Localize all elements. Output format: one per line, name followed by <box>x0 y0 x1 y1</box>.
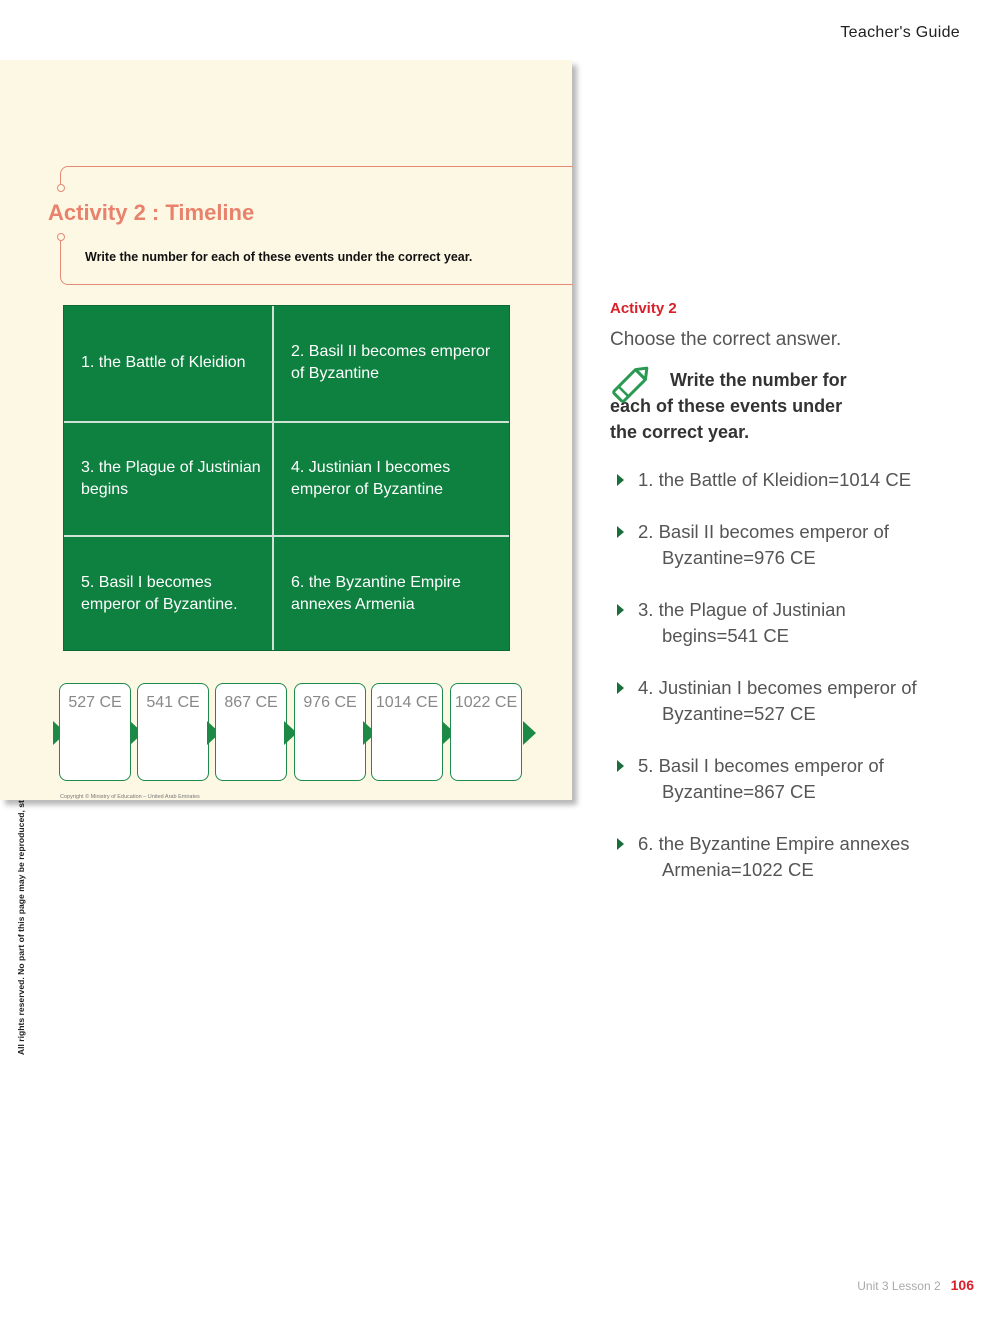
year-label: 976 CE <box>303 694 357 711</box>
year-label: 1014 CE <box>375 694 439 711</box>
header-title: Teacher's Guide <box>840 24 960 41</box>
page-number: 106 <box>950 1277 974 1293</box>
year-label: 541 CE <box>146 694 200 711</box>
answer-text: 6. the Byzantine Empire annexes <box>638 833 910 854</box>
event-cell: 6. the Byzantine Empire annexes Armenia <box>272 535 509 650</box>
triangle-bullet-icon <box>617 838 624 850</box>
year-label: 527 CE <box>68 694 122 711</box>
activity-instruction: Write the number for each of these events under the correct year. <box>85 250 473 264</box>
event-cell: 1. the Battle of Kleidion <box>81 354 246 372</box>
answer-item <box>610 831 960 883</box>
triangle-bullet-icon <box>617 526 624 538</box>
answer-text-continued: Byzantine=527 CE <box>662 703 816 724</box>
guide-instruction <box>610 367 960 445</box>
answer-text: 3. the Plague of Justinian <box>638 599 846 620</box>
answer-list <box>610 467 960 883</box>
answer-item <box>610 467 960 493</box>
triangle-bullet-icon <box>617 682 624 694</box>
guide-instruction-line: the correct year. <box>610 422 750 442</box>
answer-item <box>610 675 960 727</box>
answer-text: 2. Basil II becomes emperor of <box>638 521 889 542</box>
events-grid <box>64 306 509 650</box>
event-cell: 2. Basil II becomes emperor of Byzantine <box>272 306 509 421</box>
year-label: 867 CE <box>224 694 278 711</box>
year-box <box>371 683 443 781</box>
year-box <box>59 683 131 781</box>
triangle-bullet-icon <box>617 760 624 772</box>
chevron-right-icon <box>523 721 536 745</box>
answer-text: 1. the Battle of Kleidion=1014 CE <box>638 469 912 490</box>
decorative-dot <box>57 233 65 241</box>
pencil-icon <box>610 361 654 405</box>
answer-text-continued: Armenia=1022 CE <box>662 859 814 880</box>
year-box <box>215 683 287 781</box>
guide-section <box>610 300 960 909</box>
book-page-excerpt <box>0 60 572 800</box>
year-box <box>450 683 522 781</box>
answer-text: 4. Justinian I becomes emperor of <box>638 677 917 698</box>
guide-subheading: Choose the correct answer. <box>610 329 842 350</box>
answer-item <box>610 519 960 571</box>
triangle-bullet-icon <box>617 604 624 616</box>
year-box <box>294 683 366 781</box>
year-label: 1022 CE <box>454 694 518 711</box>
answer-text-continued: Byzantine=867 CE <box>662 781 816 802</box>
answer-text-continued: Byzantine=976 CE <box>662 547 816 568</box>
footer-lesson: Unit 3 Lesson 2 <box>857 1279 941 1293</box>
guide-instruction-line: Write the number for <box>670 370 847 390</box>
answer-text: 5. Basil I becomes emperor of <box>638 755 884 776</box>
year-box <box>137 683 209 781</box>
event-cell: 5. Basil I becomes emperor of Byzantine. <box>64 535 272 650</box>
copyright-note: Copyright © Ministry of Education – United Arab Emirates <box>60 794 200 800</box>
decorative-dot <box>57 184 65 192</box>
event-cell: 4. Justinian I becomes emperor of Byzantine <box>272 421 509 536</box>
answer-item <box>610 753 960 805</box>
answer-item <box>610 597 960 649</box>
answer-text-continued: begins=541 CE <box>662 625 790 646</box>
triangle-bullet-icon <box>617 474 624 486</box>
event-cell: 3. the Plague of Justinian begins <box>64 421 272 536</box>
timeline <box>0 683 572 785</box>
guide-instruction-line: each of these events under <box>610 396 843 416</box>
footer <box>857 1277 974 1293</box>
guide-heading: Activity 2 <box>610 300 677 317</box>
activity-title: Activity 2 : Timeline <box>48 200 255 225</box>
decorative-line-top <box>60 166 573 189</box>
